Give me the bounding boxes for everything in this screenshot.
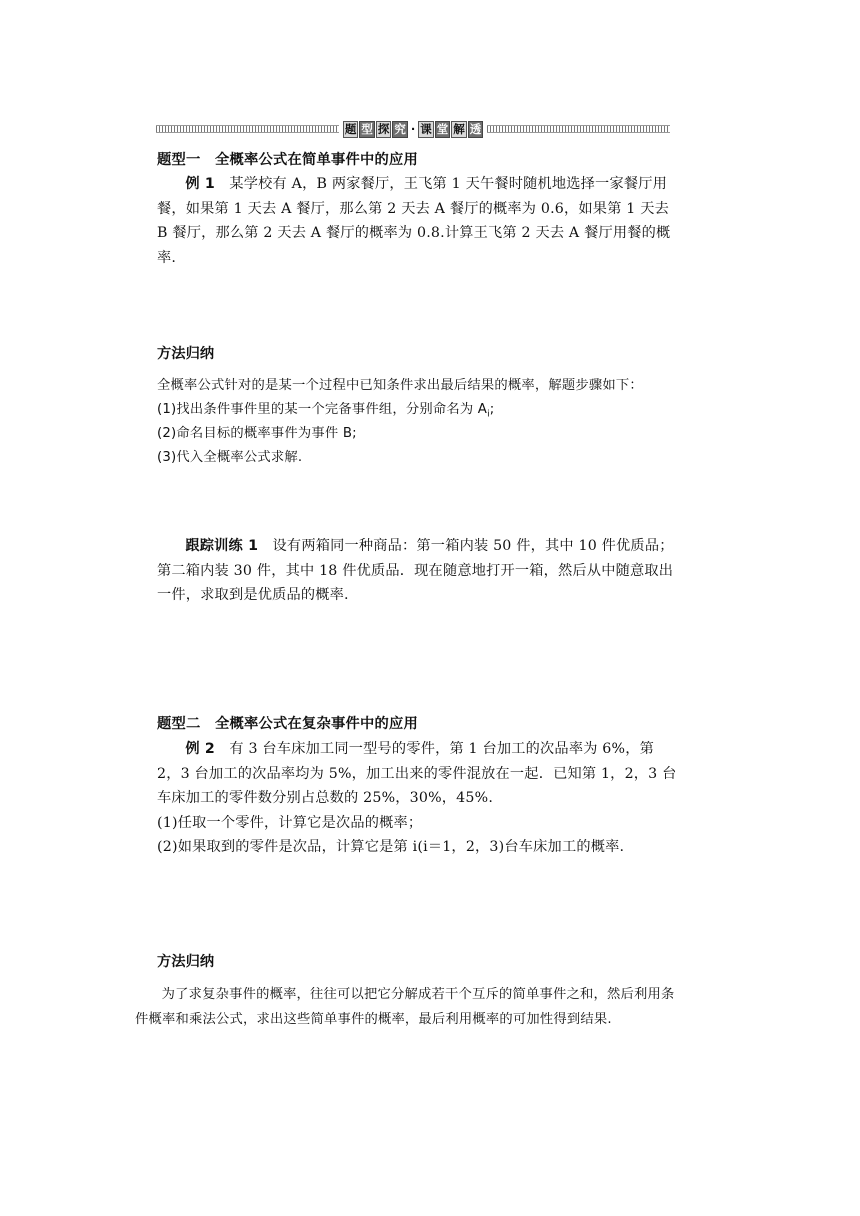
training1-text: 设有两箱同一种商品：第一箱内装 50 件，其中 10 件优质品；第二箱内装 30 件，其中 18 件优质品．现在随意地打开一箱，然后从中随意取出一件，求取到是优质品的概率. [157,538,674,603]
example1-paragraph [157,172,677,270]
example1-label: 例 1 [185,176,215,192]
example2-paragraph [157,737,677,811]
banner-char: 堂 [436,121,449,136]
banner-char: 解 [453,121,465,136]
example1-text: 某学校有 A，B 两家餐厅，王飞第 1 天午餐时随机地选择一家餐厅用餐，如果第 1 天去 A 餐厅，那么第 2 天去 A 餐厅的概率为 0.6，如果第 1 天去 B 餐厅，那么第 2 天去 A 餐厅的概率为 0.8.计算王飞第 2 天去 A 餐厅用餐的概率. [157,176,671,266]
method1-title: 方法归纳 [157,346,215,362]
method1-intro: 全概率公式针对的是某一个过程中已知条件求出最后结果的概率，解题步骤如下： [157,378,643,393]
method2-text: 为了求复杂事件的概率，往往可以把它分解成若干个互斥的简单事件之和，然后利用条件概率和乘法公式，求出这些简单事件的概率，最后利用概率的可加性得到结果. [135,987,675,1027]
banner-char: 透 [469,121,482,136]
section1-title: 题型一 全概率公式在简单事件中的应用 [157,152,418,168]
section2-title: 题型二 全概率公式在复杂事件中的应用 [157,716,418,732]
banner-char: 课 [420,121,432,136]
method1-step1: (1)找出条件事件里的某一个完备事件组，分别命名为 $A_i$; [157,402,495,420]
training1-label: 跟踪训练 1 [185,538,259,554]
training1-paragraph [157,534,677,608]
example2-label: 例 2 [185,741,215,757]
example2-text: 有 3 台车床加工同一型号的零件，第 1 台加工的次品率为 6%，第 2，3 台加工的次品率均为 5%，加工出来的零件混放在一起．已知第 1，2，3 台车床加工的零件数分别占总数的 25%，30%，45%. [157,741,677,806]
banner-hatch-left [156,125,339,133]
banner-char: 型 [361,121,373,136]
banner-separator: · [410,122,416,136]
banner-char: 探 [377,121,390,136]
banner-hatch-right [487,125,670,133]
banner-char: 究 [394,121,406,136]
example2-question2: (2)如果取到的零件是次品，计算它是第 i(i＝1，2，3)台车床加工的概率. [157,839,625,855]
method2-title: 方法归纳 [157,954,215,970]
example2-question1: (1)任取一个零件，计算它是次品的概率； [157,815,423,831]
banner-label [343,121,483,138]
method1-step2: (2)命名目标的概率事件为事件 B; [157,426,357,441]
method1-step3: (3)代入全概率公式求解. [157,450,303,465]
section-banner [156,119,670,139]
banner-char: 题 [344,121,357,136]
